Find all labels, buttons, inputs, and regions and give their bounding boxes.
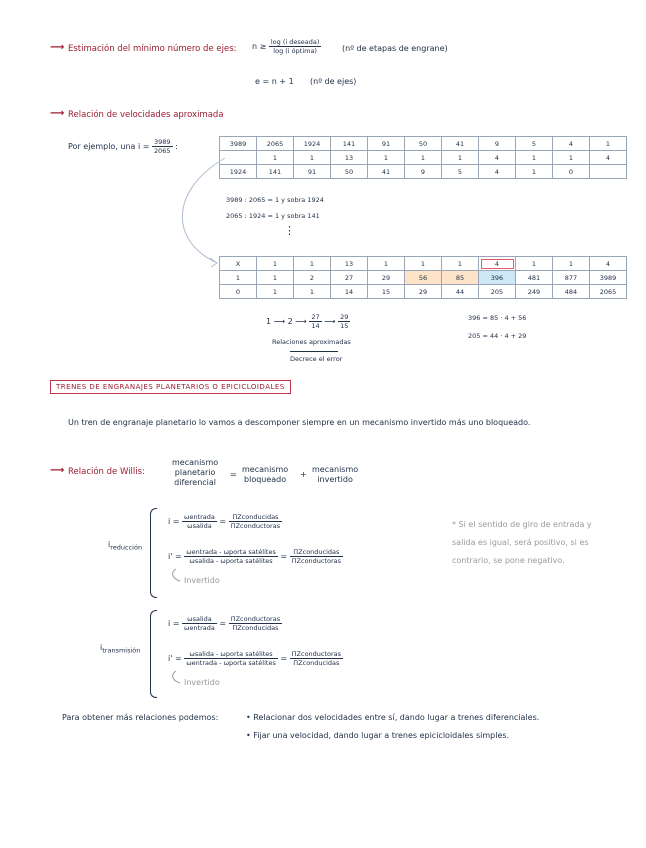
table-row [220,285,627,299]
table-row [220,271,627,285]
table-cell: 1 [294,257,331,271]
formula-numerator: ΠZconductoras [291,650,342,658]
table-cell: 5 [442,165,479,179]
formula-denominator: ωentrada [184,624,215,632]
table-cell: 29 [405,285,442,299]
table-cell: 3989 [220,137,257,151]
table-cell: 141 [257,165,294,179]
invertido-label: Invertido [184,678,220,687]
table-cell: 1 [516,257,553,271]
chain-fraction-num: 27 [311,313,320,321]
willis-heading: Relación de Willis: [68,467,145,477]
i-label: i = [138,142,150,151]
table-cell: 0 [553,165,590,179]
table-cell: 1 [368,257,405,271]
arrow-icon: ⟶ [324,317,339,326]
table-cell: 1 [442,151,479,165]
reduction-formula-1: i = $\frac{\text{ωentrada}}{\text{ωsalida}}$ = $\frac{\text{ΠZconducidas}}{\text{ΠZconductoras}}$ [168,513,281,530]
calc-line-1: 396 = 85 · 4 + 56 [468,314,527,322]
i-prime-symbol: i' = [168,552,182,561]
table-cell-highlight: 56 [405,271,442,285]
chain-fraction-num: 29 [340,313,349,321]
log-denominator: log (i óptima) [273,47,317,55]
willis-word: diferencial [174,478,217,487]
table-cell: 41 [368,165,405,179]
table-cell [590,165,627,179]
table-cell: 0 [220,285,257,299]
min-stages-formula [252,38,321,55]
table-cell: 1 [257,151,294,165]
formula-denominator: ΠZconductoras [230,522,281,530]
n-prefix: n ≥ [252,42,267,51]
calc-line-2: 205 = 44 · 4 + 29 [468,332,527,340]
table-cell: 50 [405,137,442,151]
more-relations-lead: Para obtener más relaciones podemos: [62,713,219,722]
division-table [219,136,627,179]
arrow-icon: ⟶ [50,42,65,53]
formula-numerator: ΠZconductoras [230,615,281,623]
table-cell: 249 [516,285,553,299]
table-cell: 1 [553,257,590,271]
table-cell: 1 [257,257,294,271]
i-denominator: 2065 [154,147,171,155]
table-cell: 5 [516,137,553,151]
axes-formula: e = n + 1 [255,77,294,86]
table-cell: 1 [405,257,442,271]
formula-denominator: ΠZconducidas [293,659,340,667]
table-cell: 41 [442,137,479,151]
section-title-box: TRENES DE ENGRANAJES PLANETARIOS O EPICICLOIDALES [50,380,291,394]
sign-note: * Si el sentido de giro de entrada y salida es igual, será positivo, si es contrario, se pone negativo. [452,520,592,565]
chain-fraction-den: 15 [340,322,349,330]
table-cell: 29 [368,271,405,285]
table-cell: 9 [479,137,516,151]
willis-word: planetario [174,468,216,477]
table-cell: 91 [368,137,405,151]
table-cell: 1 [294,285,331,299]
table-cell-highlight: 4 [479,257,516,271]
formula-denominator: ωentrada - ωporta satélites [186,659,276,667]
curved-arrow-icon [170,150,230,270]
section-heading-min-axes: Estimación del mínimo número de ejes: [68,44,237,54]
approx-chain [266,313,350,330]
note-stages: (nº de etapas de engrane) [342,44,448,53]
formula-denominator: ΠZconductoras [291,557,342,565]
table-cell: 1 [516,151,553,165]
table-cell: 1 [257,285,294,299]
table-cell: 877 [553,271,590,285]
formula-numerator: ωentrada - ωporta satélites [186,548,276,556]
chain-label: Relaciones aproximadas [272,338,351,346]
willis-word: mecanismo [312,465,359,474]
formula-numerator: ωsalida [182,615,217,624]
table-cell: 1 [294,151,331,165]
intro-paragraph: Un tren de engranaje planetario lo vamos a descomponer siempre en un mecanismo invertido más uno bloqueado. [68,418,531,427]
curved-arrow-icon [170,670,184,686]
division-step-2: 2065 : 1924 = 1 y sobra 141 [226,212,320,220]
table-cell-highlight: 396 [479,271,516,285]
i-subscript: reducción [110,543,143,552]
willis-term-inverted [312,465,358,485]
i-symbol: i [100,643,103,652]
i-symbol: i = [168,517,180,526]
table-cell: 1 [405,151,442,165]
table-cell: 13 [331,151,368,165]
vertical-ellipsis: ⋮ [284,224,295,237]
chain-value: 1 [266,317,272,326]
table-cell: 1 [368,151,405,165]
division-step-1: 3989 : 2065 = 1 y sobra 1924 [226,196,324,204]
table-cell: 27 [331,271,368,285]
formula-numerator: ΠZconducidas [290,548,343,557]
left-brace [150,508,157,598]
table-cell: 4 [590,151,627,165]
example-text: Por ejemplo, una [68,142,136,151]
plus-sign: + [300,470,307,479]
table-cell: 4 [479,151,516,165]
formula-denominator: ΠZconducidas [232,624,279,632]
formula-numerator: ωentrada [184,513,215,521]
formula-denominator: ωsalida [187,522,212,530]
table-row [220,257,627,271]
formula-numerator: ΠZconducidas [229,513,282,522]
table-cell: 13 [331,257,368,271]
table-cell: 481 [516,271,553,285]
arrow-icon: ⟶ [50,465,65,476]
table-row [220,137,627,151]
table-cell: 14 [331,285,368,299]
willis-word: mecanismo [172,458,219,467]
table-cell: 15 [368,285,405,299]
i-symbol: i [108,540,111,549]
i-numerator: 3989 [154,138,171,146]
willis-word: mecanismo [242,465,289,474]
table-cell: 2065 [257,137,294,151]
table-cell: 44 [442,285,479,299]
table-cell: 205 [479,285,516,299]
willis-term-blocked [242,465,288,485]
i-subscript: transmisión [102,646,141,655]
transmission-formula-1: i = $\frac{\text{ωsalida}}{\text{ωentrada}}$ = $\frac{\text{ΠZconductoras}}{\text{ΠZconducidas}}$ [168,615,281,632]
log-numerator: log (i deseada) [270,38,320,46]
error-arrow-line [290,351,338,352]
table-cell: 1 [516,165,553,179]
table-cell: X [220,257,257,271]
table-cell-highlight: 85 [442,271,479,285]
chain-error-label: Decrece el error [290,355,343,363]
bullet-differential: • Relacionar dos velocidades entre sí, dando lugar a trenes diferenciales. [246,713,540,722]
i-transmission-label [100,643,140,655]
table-row [220,165,627,179]
table-cell: 9 [405,165,442,179]
example-line [68,138,178,155]
table-cell: 1924 [294,137,331,151]
table-cell: 2065 [590,285,627,299]
left-brace [150,610,157,698]
table-cell: 1 [257,271,294,285]
table-cell: 2 [294,271,331,285]
convergents-table [219,256,627,299]
transmission-formula-2: i' = $\frac{\text{ωsalida - ωporta satélites}}{\text{ωentrada - ωporta satélites}}$ = $\frac{\text{ΠZconductoras}}{\text{ΠZconducidas}}$ [168,650,342,667]
formula-denominator: ωsalida - ωporta satélites [189,557,273,565]
bullet-epicycloidal: • Fijar una velocidad, dando lugar a trenes epicicloidales simples. [246,731,510,740]
table-cell: 1924 [220,165,257,179]
reduction-formula-2: i' = $\frac{\text{ωentrada - ωporta satélites}}{\text{ωsalida - ωporta satélites}}$ = $\frac{\text{ΠZconducidas}}{\text{ΠZconductoras}}$ [168,548,342,565]
curved-arrow-icon [170,568,184,584]
i-reduction-label [108,540,142,552]
arrow-icon: ⟶ [295,317,310,326]
table-cell: 4 [553,137,590,151]
willis-word: bloqueado [244,475,287,484]
section-heading-ratio: Relación de velocidades aproximada [68,110,224,120]
table-cell: 50 [331,165,368,179]
table-cell: 91 [294,165,331,179]
colon: : [175,142,178,151]
i-prime-symbol: i' = [168,654,182,663]
willis-term-differential [172,458,218,488]
table-cell: 484 [553,285,590,299]
chain-fraction-den: 14 [311,322,320,330]
note-axes: (nº de ejes) [310,77,357,86]
arrow-icon: ⟶ [273,317,288,326]
table-cell: 1 [590,137,627,151]
table-row [220,151,627,165]
table-cell: 141 [331,137,368,151]
invertido-label: Invertido [184,576,220,585]
table-cell: 1 [553,151,590,165]
table-cell: 3989 [590,271,627,285]
equals-sign: = [230,470,237,479]
arrow-icon: ⟶ [50,108,65,119]
table-cell: 4 [479,165,516,179]
chain-value: 2 [287,317,293,326]
table-cell: 1 [442,257,479,271]
table-cell: 4 [590,257,627,271]
formula-numerator: ωsalida - ωporta satélites [184,650,278,659]
i-symbol: i = [168,619,180,628]
table-cell: 1 [220,271,257,285]
willis-word: invertido [317,475,353,484]
